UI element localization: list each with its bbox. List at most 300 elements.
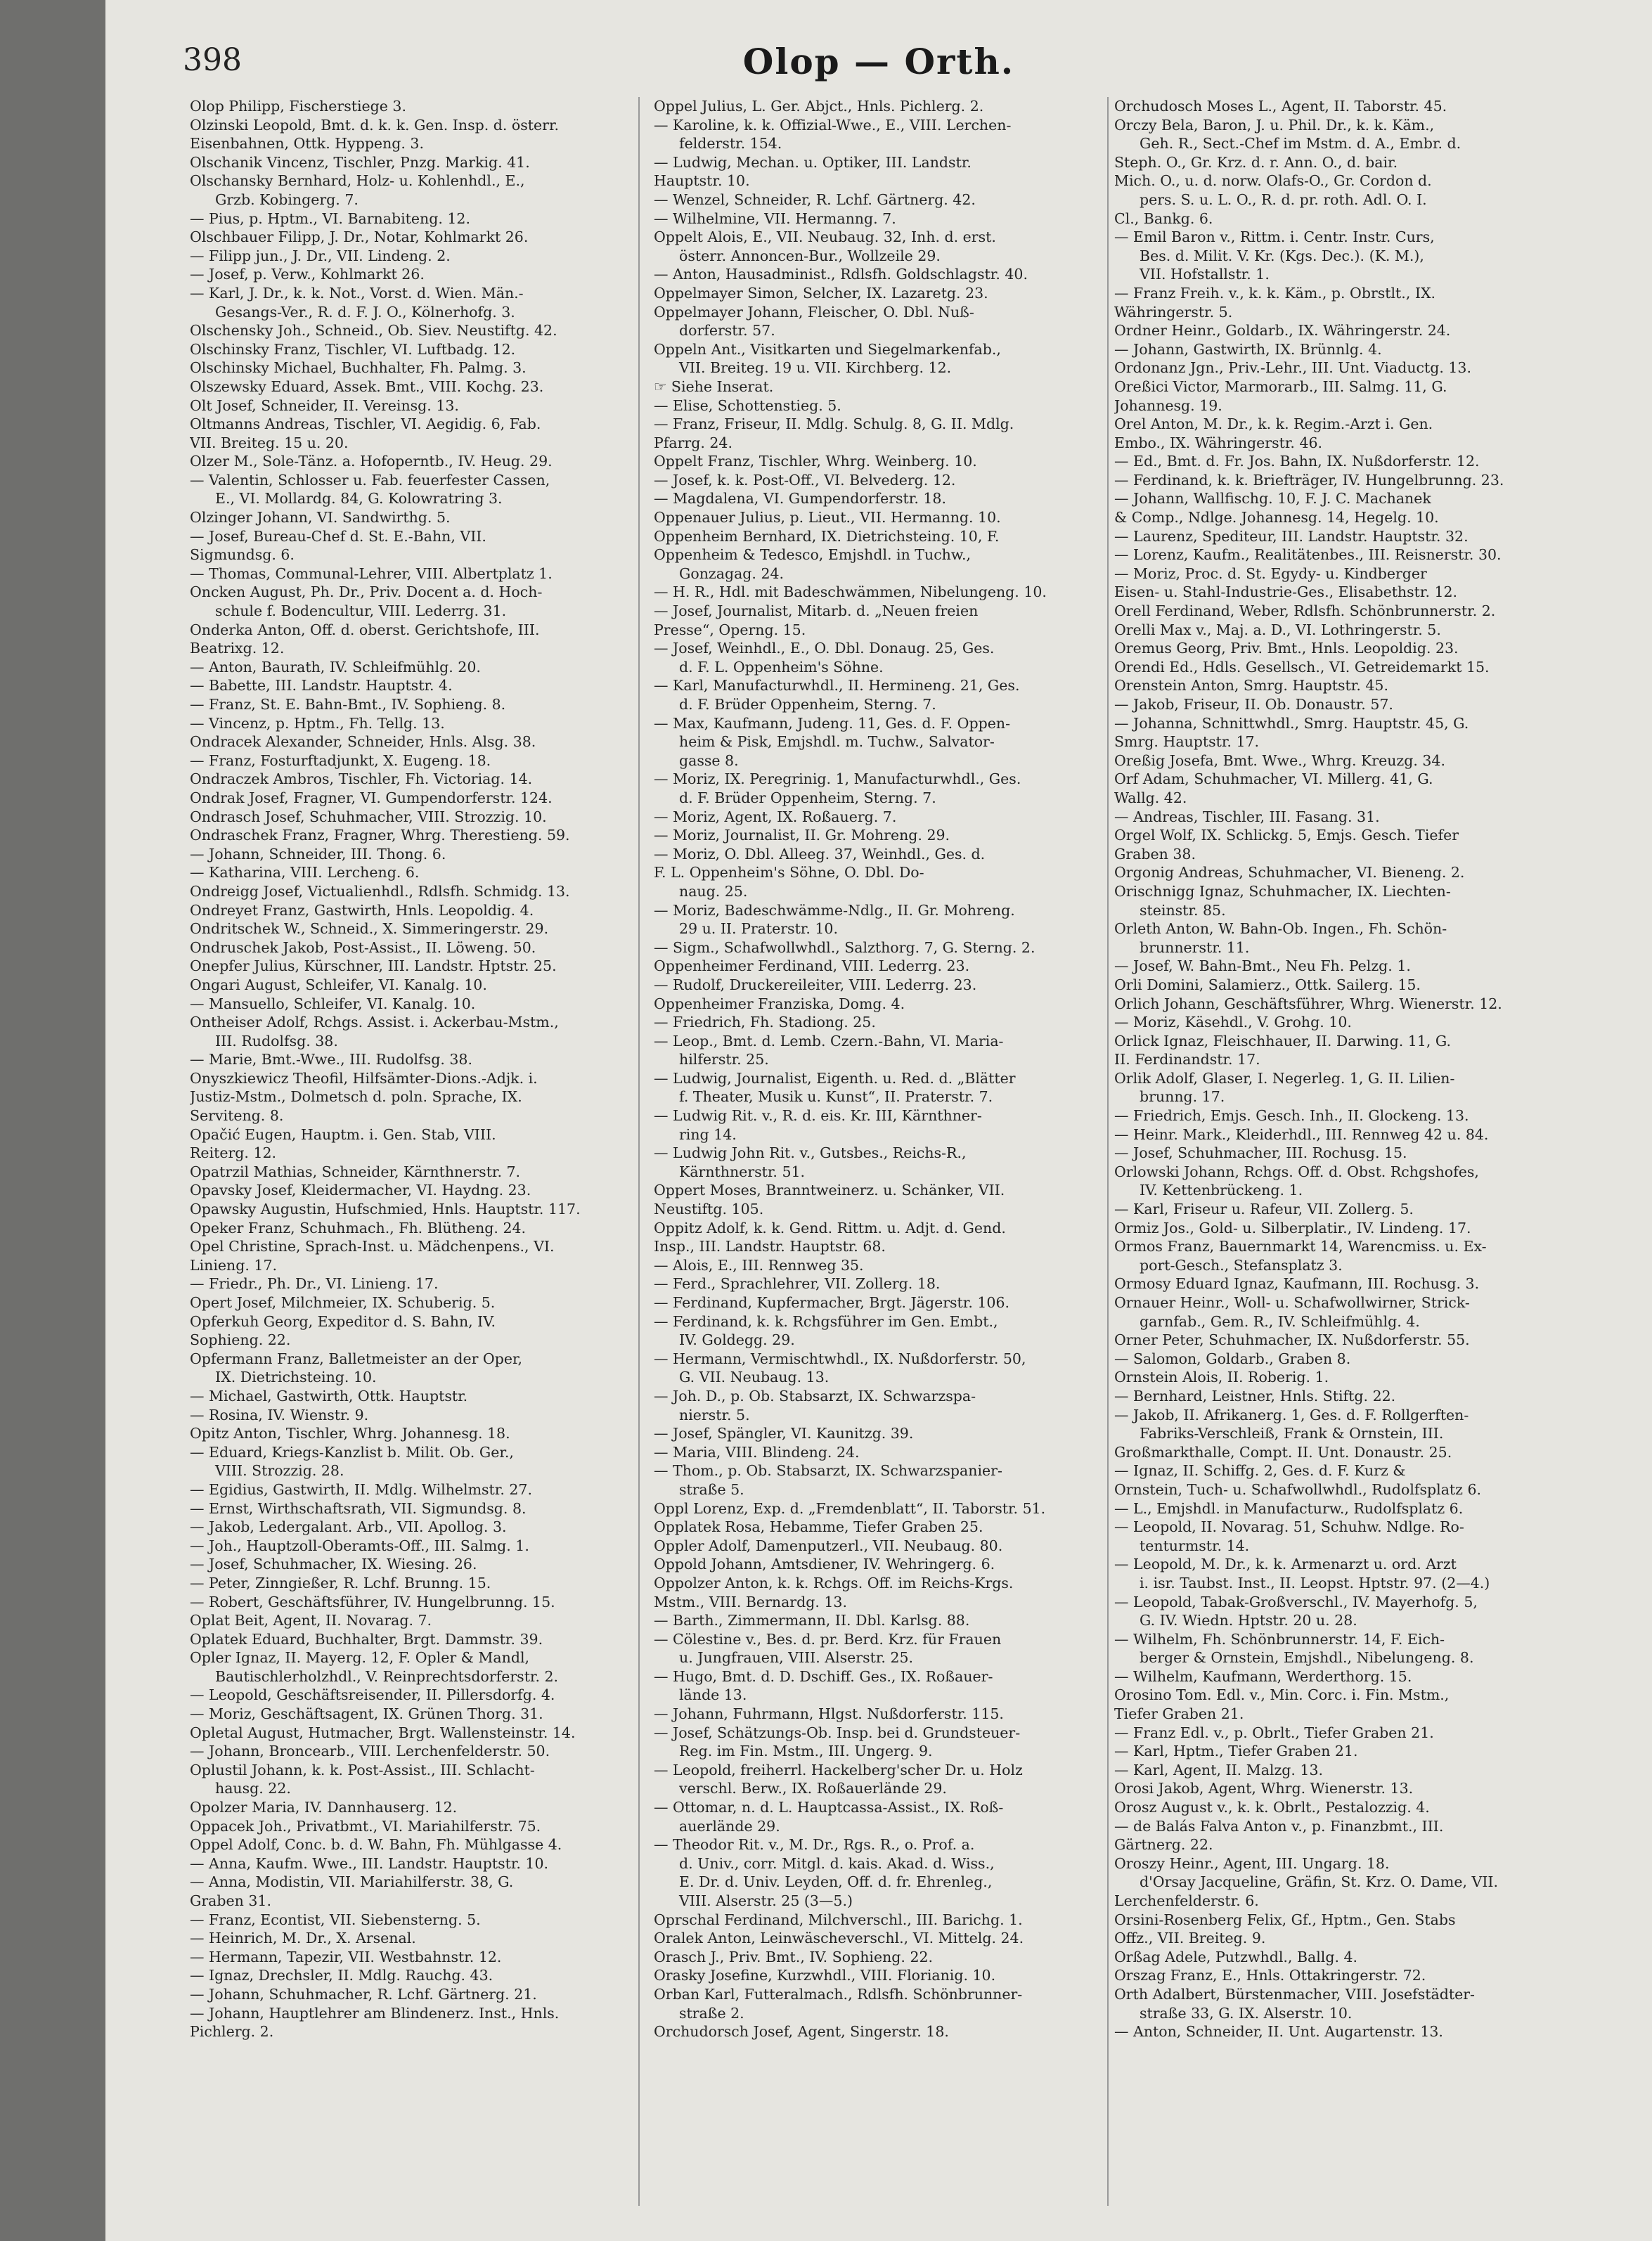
directory-entry-line: Gärtnerg. 22.: [1114, 1836, 1213, 1854]
directory-entry-line: — Moriz, O. Dbl. Alleeg. 37, Weinhdl., Ges. d.: [654, 845, 986, 863]
directory-entry-line: d. F. Brüder Oppenheim, Sterng. 7.: [679, 789, 936, 806]
directory-entry-line: u. Jungfrauen, VIII. Alserstr. 25.: [679, 1649, 914, 1667]
directory-entry-line: Ornstein Alois, II. Roberig. 1.: [1114, 1369, 1329, 1386]
directory-entry-line: — Marie, Bmt.-Wwe., III. Rudolfsg. 38.: [190, 1051, 472, 1068]
directory-entry-line: Ondritschek W., Schneid., X. Simmeringerstr. 29.: [190, 920, 549, 938]
directory-entry-line: Opitz Anton, Tischler, Whrg. Johannesg. 18.: [190, 1425, 510, 1442]
directory-entry-line: straße 33, G. IX. Alserstr. 10.: [1140, 2004, 1353, 2022]
directory-entry-line: — Josef, p. Verw., Kohlmarkt 26.: [190, 266, 425, 283]
directory-entry-line: Oppelt Franz, Tischler, Whrg. Weinberg. 10.: [654, 453, 977, 470]
directory-entry-line: Cl., Bankg. 6.: [1114, 209, 1213, 227]
directory-entry-line: — Hugo, Bmt. d. D. Dschiff. Ges., IX. Roßauer-: [654, 1667, 993, 1685]
directory-entry-line: — Moriz, Proc. d. St. Egydy- u. Kindberger: [1114, 564, 1427, 582]
directory-entry-line: — Filipp jun., J. Dr., VII. Lindeng. 2.: [190, 247, 451, 264]
directory-entry-line: Oplatek Eduard, Buchhalter, Brgt. Dammstr. 39.: [190, 1630, 543, 1648]
directory-entry-line: Eisenbahnen, Ottk. Hyppeng. 3.: [190, 135, 424, 153]
directory-entry-line: — Karl, Manufacturwhdl., II. Hermineng. 21, Ges.: [654, 677, 1020, 695]
directory-entry-line: Opolzer Maria, IV. Dannhauserg. 12.: [190, 1799, 458, 1816]
directory-entry-line: — Salomon, Goldarb., Graben 8.: [1114, 1350, 1351, 1367]
directory-entry-line: schule f. Bodencultur, VIII. Lederrg. 31.: [215, 602, 507, 620]
column-3: [1114, 97, 1564, 2220]
directory-entry-line: — Karl, J. Dr., k. k. Not., Vorst. d. Wien. Män.-: [190, 284, 524, 302]
directory-entry-line: Oremus Georg, Priv. Bmt., Hnls. Leopoldig. 23.: [1114, 640, 1459, 657]
directory-entry-line: Oppenheim Bernhard, IX. Dietrichsteing. 10, F.: [654, 527, 1000, 545]
directory-entry-line: Orasky Josefine, Kurzwhdl., VIII. Florianig. 10.: [654, 1967, 996, 1984]
directory-entry-line: Ormos Franz, Bauernmarkt 14, Warencmiss. u. Ex-: [1114, 1238, 1487, 1255]
directory-entry-line: Embo., IX. Währingerstr. 46.: [1114, 434, 1323, 451]
directory-entry-line: — Joh. D., p. Ob. Stabsarzt, IX. Schwarzspa-: [654, 1387, 976, 1404]
directory-entry-line: — Friedrich, Emjs. Gesch. Inh., II. Glockeng. 13.: [1114, 1107, 1469, 1125]
directory-entry-line: — Michael, Gastwirth, Ottk. Hauptstr.: [190, 1387, 468, 1404]
directory-entry-line: — Friedr., Ph. Dr., VI. Linieng. 17.: [190, 1275, 439, 1293]
directory-entry-line: Steph. O., Gr. Krz. d. r. Ann. O., d. bair.: [1114, 153, 1398, 171]
directory-entry-line: Oplat Beit, Agent, II. Novarag. 7.: [190, 1612, 432, 1629]
directory-entry-line: — L., Emjshdl. in Manufacturw., Rudolfsplatz 6.: [1114, 1499, 1464, 1517]
directory-entry-line: — Josef, Schuhmacher, III. Rochusg. 15.: [1114, 1144, 1407, 1162]
directory-entry-line: — Anton, Schneider, II. Unt. Augartenstr. 13.: [1114, 2023, 1443, 2041]
directory-entry-line: Orel Anton, M. Dr., k. k. Regim.-Arzt i. Gen.: [1114, 415, 1433, 433]
directory-entry-line: — Wilhelm, Kaufmann, Werderthorg. 15.: [1114, 1667, 1412, 1685]
directory-entry-line: — Leopold, II. Novarag. 51, Schuhw. Ndlge. Ro-: [1114, 1518, 1464, 1536]
directory-entry-line: Orszag Franz, E., Hnls. Ottakringerstr. 72.: [1114, 1967, 1426, 1984]
directory-entry-line: österr. Annoncen-Bur., Wollzeile 29.: [679, 247, 941, 264]
directory-entry-line: Ondruschek Jakob, Post-Assist., II. Löweng. 50.: [190, 938, 536, 956]
directory-entry-line: — Robert, Geschäftsführer, IV. Hungelbrunng. 15.: [190, 1593, 555, 1610]
directory-entry-line: — Theodor Rit. v., M. Dr., Rgs. R., o. Prof. a.: [654, 1836, 975, 1854]
directory-entry-line: Orchudosch Moses L., Agent, II. Taborstr. 45.: [1114, 98, 1447, 115]
directory-entry-line: Orsini-Rosenberg Felix, Gf., Hptm., Gen. Stabs: [1114, 1911, 1456, 1928]
directory-entry-line: Justiz-Mstm., Dolmetsch d. poln. Sprache, IX.: [190, 1088, 522, 1106]
directory-entry-line: Olzinger Johann, VI. Sandwirthg. 5.: [190, 509, 451, 527]
directory-entry-line: Orgel Wolf, IX. Schlickg. 5, Emjs. Gesch. Tiefer: [1114, 827, 1459, 844]
directory-entry-line: Oppenheim & Tedesco, Emjshdl. in Tuchw.,: [654, 546, 972, 564]
directory-entry-line: Orßag Adele, Putzwhdl., Ballg. 4.: [1114, 1948, 1358, 1965]
directory-entry-line: E., VI. Mollardg. 84, G. Kolowratring 3.: [215, 490, 503, 508]
directory-entry-line: Oppelmayer Simon, Selcher, IX. Lazaretg. 23.: [654, 284, 988, 302]
directory-entry-line: Opert Josef, Milchmeier, IX. Schuberig. 5.: [190, 1294, 496, 1311]
directory-entry-line: Geh. R., Sect.-Chef im Mstm. d. A., Embr. d.: [1140, 135, 1461, 153]
directory-entry-line: ☞ Siehe Inserat.: [654, 377, 774, 395]
directory-entry-line: Olschinsky Michael, Buchhalter, Fh. Palmg. 3.: [190, 359, 527, 377]
directory-entry-line: Opawsky Augustin, Hufschmied, Hnls. Hauptstr. 117.: [190, 1201, 581, 1218]
directory-entry-line: — Franz Freih. v., k. k. Käm., p. Obrstlt., IX.: [1114, 284, 1436, 302]
directory-entry-line: Opplatek Rosa, Hebamme, Tiefer Graben 25.: [654, 1518, 983, 1536]
directory-entry-line: — Wilhelmine, VII. Hermanng. 7.: [654, 209, 896, 227]
directory-entry-line: — Ludwig, Mechan. u. Optiker, III. Landstr.: [654, 153, 972, 171]
directory-entry-line: Oprschal Ferdinand, Milchverschl., III. Barichg. 1.: [654, 1911, 1023, 1928]
directory-entry-line: Oppenheimer Ferdinand, VIII. Lederrg. 23.: [654, 957, 970, 975]
directory-entry-line: — Josef, Schuhmacher, IX. Wiesing. 26.: [190, 1556, 477, 1573]
directory-entry-line: steinstr. 85.: [1140, 901, 1226, 919]
directory-entry-line: felderstr. 154.: [679, 135, 782, 153]
directory-entry-line: Orlowski Johann, Rchgs. Off. d. Obst. Rchgshofes,: [1114, 1163, 1479, 1180]
page-number: 398: [183, 42, 242, 78]
directory-entry-line: Pichlerg. 2.: [190, 2023, 274, 2041]
directory-entry-line: Sigmundsg. 6.: [190, 546, 295, 564]
directory-entry-line: — Moriz, Geschäftsagent, IX. Grünen Thorg. 31.: [190, 1705, 543, 1723]
directory-entry-line: Grzb. Kobingerg. 7.: [215, 190, 359, 208]
directory-entry-line: heim & Pisk, Emjshdl. m. Tuchw., Salvator-: [679, 733, 995, 751]
directory-entry-line: — Moriz, Badeschwämme-Ndlg., II. Gr. Mohreng.: [654, 901, 1015, 919]
directory-entry-line: nierstr. 5.: [679, 1406, 750, 1423]
directory-entry-line: — Max, Kaufmann, Judeng. 11, Ges. d. F. Oppen-: [654, 714, 1010, 732]
directory-entry-line: & Comp., Ndlge. Johannesg. 14, Hegelg. 10.: [1114, 509, 1439, 527]
directory-entry-line: — Franz Edl. v., p. Obrlt., Tiefer Graben 21.: [1114, 1724, 1434, 1741]
directory-entry-line: Linieng. 17.: [190, 1256, 278, 1274]
directory-entry-line: Mstm., VIII. Bernardg. 13.: [654, 1593, 847, 1610]
directory-entry-line: Oppelmayer Johann, Fleischer, O. Dbl. Nuß-: [654, 303, 974, 321]
directory-entry-line: — Franz, Friseur, II. Mdlg. Schulg. 8, G. II. Mdlg.: [654, 415, 1014, 433]
directory-entry-line: IX. Dietrichsteing. 10.: [215, 1369, 377, 1386]
directory-entry-line: — Eduard, Kriegs-Kanzlist b. Milit. Ob. Ger.,: [190, 1443, 514, 1461]
directory-entry-line: — Jakob, Friseur, II. Ob. Donaustr. 57.: [1114, 696, 1393, 713]
directory-entry-line: Oppler Adolf, Damenputzerl., VII. Neubaug. 80.: [654, 1537, 1003, 1554]
directory-entry-line: Bautischlerholzhdl., V. Reinprechtsdorferstr. 2.: [215, 1667, 559, 1685]
directory-entry-line: Onderka Anton, Off. d. oberst. Gerichtshofe, III.: [190, 621, 540, 638]
directory-entry-line: — Franz, Econtist, VII. Siebensterng. 5.: [190, 1911, 481, 1928]
directory-entry-line: Olschanik Vincenz, Tischler, Pnzg. Markig. 41.: [190, 153, 530, 171]
directory-entry-line: Opfermann Franz, Balletmeister an der Oper,: [190, 1350, 523, 1367]
directory-entry-line: Ondracek Alexander, Schneider, Hnls. Alsg. 38.: [190, 733, 536, 751]
directory-entry-line: Orlich Johann, Geschäftsführer, Whrg. Wienerstr. 12.: [1114, 995, 1502, 1012]
directory-columns: [190, 97, 1564, 2220]
directory-entry-line: — Heinr. Mark., Kleiderhdl., III. Rennweg 42 u. 84.: [1114, 1125, 1489, 1143]
directory-entry-line: — Karl, Friseur u. Rafeur, VII. Zollerg. 5.: [1114, 1201, 1414, 1218]
directory-entry-line: Opler Ignaz, II. Mayerg. 12, F. Opler & Mandl,: [190, 1649, 530, 1667]
directory-entry-line: straße 2.: [679, 2004, 744, 2022]
directory-entry-line: Ondrasch Josef, Schuhmacher, VIII. Strozzig. 10.: [190, 808, 547, 825]
directory-entry-line: — Karl, Hptm., Tiefer Graben 21.: [1114, 1743, 1358, 1760]
directory-entry-line: Ondraschek Franz, Fragner, Whrg. Therestieng. 59.: [190, 827, 570, 844]
directory-entry-line: — Ferdinand, k. k. Rchgsführer im Gen. Embt.,: [654, 1312, 998, 1330]
directory-entry-line: Oppenauer Julius, p. Lieut., VII. Hermanng. 10.: [654, 509, 1001, 527]
directory-entry-line: d. F. L. Oppenheim's Söhne.: [679, 658, 884, 676]
directory-entry-line: Währingerstr. 5.: [1114, 303, 1233, 321]
directory-entry-line: hausg. 22.: [215, 1780, 291, 1797]
directory-entry-line: Orczy Bela, Baron, J. u. Phil. Dr., k. k. Käm.,: [1114, 116, 1435, 134]
directory-entry-line: Oppl Lorenz, Exp. d. „Fremdenblatt“, II. Taborstr. 51.: [654, 1499, 1046, 1517]
directory-entry-line: — Heinrich, M. Dr., X. Arsenal.: [190, 1930, 416, 1947]
directory-entry-line: VII. Breiteg. 15 u. 20.: [190, 434, 349, 451]
directory-entry-line: Oncken August, Ph. Dr., Priv. Docent a. d. Hoch-: [190, 583, 543, 601]
directory-entry-line: — Josef, Spängler, VI. Kaunitzg. 39.: [654, 1425, 914, 1442]
directory-entry-line: straße 5.: [679, 1480, 744, 1498]
directory-entry-line: Smrg. Hauptstr. 17.: [1114, 733, 1260, 751]
directory-entry-line: Opel Christine, Sprach-Inst. u. Mädchenpens., VI.: [190, 1238, 555, 1255]
directory-entry-line: — Lorenz, Kaufm., Realitätenbes., III. Reisnerstr. 30.: [1114, 546, 1502, 564]
column-2: [654, 97, 1104, 2220]
directory-entry-line: Oltmanns Andreas, Tischler, VI. Aegidig. 6, Fab.: [190, 415, 541, 433]
directory-entry-line: — Ignaz, Drechsler, II. Mdlg. Rauchg. 43.: [190, 1967, 493, 1984]
directory-entry-line: Olschbauer Filipp, J. Dr., Notar, Kohlmarkt 26.: [190, 228, 529, 246]
directory-entry-line: Ondreigg Josef, Victualienhdl., Rdlsfh. Schmidg. 13.: [190, 882, 570, 900]
directory-entry-line: VIII. Alserstr. 25 (3—5.): [679, 1892, 853, 1909]
directory-entry-line: — Anna, Kaufm. Wwe., III. Landstr. Hauptstr. 10.: [190, 1854, 549, 1872]
directory-entry-line: — Johann, Broncearb., VIII. Lerchenfelderstr. 50.: [190, 1743, 550, 1760]
directory-entry-line: — Ignaz, II. Schiffg. 2, Ges. d. F. Kurz &: [1114, 1462, 1406, 1480]
directory-entry-line: — Ferd., Sprachlehrer, VII. Zollerg. 18.: [654, 1275, 941, 1293]
directory-entry-line: — Rosina, IV. Wienstr. 9.: [190, 1406, 369, 1423]
directory-entry-line: II. Ferdinandstr. 17.: [1114, 1051, 1260, 1068]
directory-entry-line: brunng. 17.: [1140, 1088, 1225, 1106]
directory-entry-line: Oppitz Adolf, k. k. Gend. Rittm. u. Adjt. d. Gend.: [654, 1219, 1006, 1236]
directory-entry-line: — Hermann, Vermischtwhdl., IX. Nußdorferstr. 50,: [654, 1350, 1026, 1367]
directory-entry-line: — Josef, k. k. Post-Off., VI. Belvederg. 12.: [654, 471, 956, 489]
directory-entry-line: — Leop., Bmt. d. Lemb. Czern.-Bahn, VI. Maria-: [654, 1032, 1004, 1050]
directory-entry-line: — Wilhelm, Fh. Schönbrunnerstr. 14, F. Eich-: [1114, 1630, 1445, 1648]
directory-entry-line: auerlände 29.: [679, 1817, 780, 1835]
directory-entry-line: — Karl, Agent, II. Malzg. 13.: [1114, 1761, 1324, 1778]
column-1: [190, 97, 640, 2220]
directory-entry-line: Presse“, Operng. 15.: [654, 621, 806, 638]
directory-entry-line: — Ernst, Wirthschaftsrath, VII. Sigmundsg. 8.: [190, 1499, 527, 1517]
directory-entry-line: Orf Adam, Schuhmacher, VI. Millerg. 41, G.: [1114, 770, 1433, 788]
directory-entry-line: — Barth., Zimmermann, II. Dbl. Karlsg. 88.: [654, 1612, 970, 1629]
directory-entry-line: Lerchenfelderstr. 6.: [1114, 1892, 1259, 1909]
directory-entry-line: — H. R., Hdl. mit Badeschwämmen, Nibelungeng. 10.: [654, 583, 1047, 601]
directory-entry-line: Offz., VII. Breiteg. 9.: [1114, 1930, 1266, 1947]
directory-entry-line: Ondrak Josef, Fragner, VI. Gumpendorferstr. 124.: [190, 789, 553, 806]
directory-entry-line: VII. Breiteg. 19 u. VII. Kirchberg. 12.: [679, 359, 952, 377]
directory-entry-line: Orosz August v., k. k. Obrlt., Pestalozzig. 4.: [1114, 1799, 1430, 1816]
directory-entry-line: VIII. Strozzig. 28.: [215, 1462, 344, 1480]
directory-entry-line: — Mansuello, Schleifer, VI. Kanalg. 10.: [190, 995, 476, 1012]
directory-entry-line: gasse 8.: [679, 751, 739, 769]
directory-entry-line: — Babette, III. Landstr. Hauptstr. 4.: [190, 677, 453, 695]
directory-entry-line: — Wenzel, Schneider, R. Lchf. Gärtnerg. 42.: [654, 190, 976, 208]
directory-entry-line: Tiefer Graben 21.: [1114, 1705, 1244, 1723]
directory-entry-line: — Johann, Hauptlehrer am Blindenerz. Inst., Hnls.: [190, 2004, 560, 2022]
directory-entry-line: Oppold Johann, Amtsdiener, IV. Wehringerg. 6.: [654, 1556, 995, 1573]
directory-entry-line: Orosi Jakob, Agent, Whrg. Wienerstr. 13.: [1114, 1780, 1414, 1797]
directory-entry-line: Oppel Julius, L. Ger. Abjct., Hnls. Pichlerg. 2.: [654, 98, 984, 115]
directory-entry-line: IV. Kettenbrückeng. 1.: [1140, 1182, 1303, 1199]
directory-entry-line: Oppert Moses, Branntweinerz. u. Schänker, VII.: [654, 1182, 1005, 1199]
directory-entry-line: Olzinski Leopold, Bmt. d. k. k. Gen. Insp. d. österr.: [190, 116, 560, 134]
directory-entry-line: Olt Josef, Schneider, II. Vereinsg. 13.: [190, 396, 459, 414]
directory-entry-line: Orchudorsch Josef, Agent, Singerstr. 18.: [654, 2023, 949, 2041]
directory-entry-line: Oreßig Josefa, Bmt. Wwe., Whrg. Kreuzg. 34.: [1114, 751, 1445, 769]
directory-entry-line: Orlick Ignaz, Fleischhauer, II. Darwing. 11, G.: [1114, 1032, 1452, 1050]
directory-entry-line: Orell Ferdinand, Weber, Rdlsfh. Schönbrunnerstr. 2.: [1114, 602, 1496, 620]
directory-entry-line: — Anton, Hausadminist., Rdlsfh. Goldschlagstr. 40.: [654, 266, 1028, 283]
directory-entry-line: Orlik Adolf, Glaser, I. Negerleg. 1, G. II. Lilien-: [1114, 1069, 1455, 1087]
directory-entry-line: Olschansky Bernhard, Holz- u. Kohlenhdl., E.,: [190, 172, 525, 190]
directory-entry-line: — Johann, Gastwirth, IX. Brünnlg. 4.: [1114, 340, 1382, 358]
directory-entry-line: G. VII. Neubaug. 13.: [679, 1369, 830, 1386]
directory-entry-line: Orelli Max v., Maj. a. D., VI. Lothringerstr. 5.: [1114, 621, 1441, 638]
directory-entry-line: berger & Ornstein, Emjshdl., Nibelungeng. 8.: [1140, 1649, 1474, 1667]
directory-entry-line: Orban Karl, Futteralmach., Rdlsfh. Schönbrunner-: [654, 1985, 1023, 2003]
directory-entry-line: Graben 31.: [190, 1892, 271, 1909]
directory-entry-line: — Ferdinand, Kupfermacher, Brgt. Jägerstr. 106.: [654, 1294, 1010, 1311]
directory-entry-line: Oreßici Victor, Marmorarb., III. Salmg. 11, G.: [1114, 377, 1447, 395]
scan-gutter: [0, 0, 105, 2241]
directory-entry-line: Olop Philipp, Fischerstiege 3.: [190, 98, 406, 115]
directory-entry-line: Orischnigg Ignaz, Schuhmacher, IX. Liechten-: [1114, 882, 1451, 900]
directory-entry-line: — Vincenz, p. Hptm., Fh. Tellg. 13.: [190, 714, 445, 732]
directory-entry-line: Eisen- u. Stahl-Industrie-Ges., Elisabethstr. 12.: [1114, 583, 1458, 601]
directory-entry-line: IV. Goldegg. 29.: [679, 1331, 795, 1349]
directory-entry-line: Orth Adalbert, Bürstenmacher, VIII. Josefstädter-: [1114, 1985, 1475, 2003]
directory-entry-line: Opačić Eugen, Hauptm. i. Gen. Stab, VIII.: [190, 1125, 496, 1143]
directory-entry-line: — Johann, Fuhrmann, Hlgst. Nußdorferstr. 115.: [654, 1705, 1004, 1723]
directory-entry-line: Ontheiser Adolf, Rchgs. Assist. i. Ackerbau-Mstm.,: [190, 1014, 559, 1031]
directory-entry-line: Oppel Adolf, Conc. b. d. W. Bahn, Fh. Mühlgasse 4.: [190, 1836, 562, 1854]
directory-entry-line: — Katharina, VIII. Lercheng. 6.: [190, 864, 420, 881]
directory-entry-line: Opletal August, Hutmacher, Brgt. Wallensteinstr. 14.: [190, 1724, 576, 1741]
directory-entry-line: — Johann, Schneider, III. Thong. 6.: [190, 845, 446, 863]
directory-entry-line: — Egidius, Gastwirth, II. Mdlg. Wilhelmstr. 27.: [190, 1480, 532, 1498]
directory-entry-line: — Thomas, Communal-Lehrer, VIII. Albertplatz 1.: [190, 564, 553, 582]
page-header: [105, 35, 1652, 91]
directory-entry-line: Mich. O., u. d. norw. Olafs-O., Gr. Cordon d.: [1114, 172, 1432, 190]
directory-entry-line: Olzer M., Sole-Tänz. a. Hofoperntb., IV. Heug. 29.: [190, 453, 553, 470]
directory-entry-line: hilferstr. 25.: [679, 1051, 769, 1068]
directory-entry-line: — Hermann, Tapezir, VII. Westbahnstr. 12.: [190, 1948, 502, 1965]
directory-entry-line: — Ed., Bmt. d. Fr. Jos. Bahn, IX. Nußdorferstr. 12.: [1114, 453, 1480, 470]
directory-entry-line: — Josef, Weinhdl., E., O. Dbl. Donaug. 25, Ges.: [654, 640, 995, 657]
directory-entry-line: — Franz, Fosturftadjunkt, X. Eugeng. 18.: [190, 751, 491, 769]
directory-entry-line: Ordonanz Jgn., Priv.-Lehr., III. Unt. Viaductg. 13.: [1114, 359, 1471, 377]
directory-entry-line: — Anton, Baurath, IV. Schleifmühlg. 20.: [190, 658, 481, 676]
directory-entry-line: — Ferdinand, k. k. Briefträger, IV. Hungelbrunng. 23.: [1114, 471, 1504, 489]
directory-entry-line: Großmarkthalle, Compt. II. Unt. Donaustr. 25.: [1114, 1443, 1452, 1461]
directory-entry-line: Pfarrg. 24.: [654, 434, 733, 451]
directory-entry-line: tenturmstr. 14.: [1140, 1537, 1250, 1554]
directory-entry-line: ring 14.: [679, 1125, 737, 1143]
directory-entry-line: — Josef, Schätzungs-Ob. Insp. bei d. Grundsteuer-: [654, 1724, 1021, 1741]
directory-entry-line: — Josef, Bureau-Chef d. St. E.-Bahn, VII.: [190, 527, 486, 545]
directory-entry-line: — Maria, VIII. Blindeng. 24.: [654, 1443, 860, 1461]
directory-entry-line: — Peter, Zinngießer, R. Lchf. Brunng. 15.: [190, 1574, 491, 1591]
directory-entry-line: verschl. Berw., IX. Roßauerlände 29.: [679, 1780, 947, 1797]
directory-entry-line: — Ludwig Rit. v., R. d. eis. Kr. III, Kärnthner-: [654, 1107, 982, 1125]
directory-entry-line: Olschinsky Franz, Tischler, VI. Luftbadg. 12.: [190, 340, 516, 358]
directory-entry-line: — Johanna, Schnittwhdl., Smrg. Hauptstr. 45, G.: [1114, 714, 1469, 732]
directory-entry-line: Johannesg. 19.: [1114, 396, 1222, 414]
directory-entry-line: dorferstr. 57.: [679, 322, 775, 340]
directory-entry-line: — Leopold, freiherrl. Hackelberg'scher Dr. u. Holz: [654, 1761, 1023, 1778]
directory-entry-line: Olszewsky Eduard, Assek. Bmt., VIII. Kochg. 23.: [190, 377, 544, 395]
directory-entry-line: Kärnthnerstr. 51.: [679, 1163, 806, 1180]
directory-entry-line: brunnerstr. 11.: [1140, 938, 1250, 956]
directory-entry-line: — Johann, Wallfischg. 10, F. J. C. Machanek: [1114, 490, 1431, 508]
directory-entry-line: — Johann, Schuhmacher, R. Lchf. Gärtnerg. 21.: [190, 1985, 537, 2003]
directory-entry-line: Serviteng. 8.: [190, 1107, 284, 1125]
directory-entry-line: naug. 25.: [679, 882, 748, 900]
directory-entry-line: G. IV. Wiedn. Hptstr. 20 u. 28.: [1140, 1612, 1357, 1629]
directory-entry-line: Orosino Tom. Edl. v., Min. Corc. i. Fin. Mstm.,: [1114, 1686, 1450, 1704]
directory-entry-line: Ondraczek Ambros, Tischler, Fh. Victoriag. 14.: [190, 770, 533, 788]
directory-entry-line: Ongari August, Schleifer, VI. Kanalg. 10.: [190, 976, 487, 993]
directory-entry-line: Opferkuh Georg, Expeditor d. S. Bahn, IV.: [190, 1312, 496, 1330]
directory-entry-line: Onyszkiewicz Theofil, Hilfsämter-Dions.-Adjk. i.: [190, 1069, 538, 1087]
directory-entry-line: d. Univ., corr. Mitgl. d. kais. Akad. d. Wiss.,: [679, 1854, 995, 1872]
directory-entry-line: Oppelt Alois, E., VII. Neubaug. 32, Inh. d. erst.: [654, 228, 996, 246]
directory-entry-line: garnfab., Gem. R., IV. Schleifmühlg. 4.: [1140, 1312, 1420, 1330]
directory-entry-line: — Joh., Hauptzoll-Oberamts-Off., III. Salmg. 1.: [190, 1537, 529, 1554]
directory-entry-line: Wallg. 42.: [1114, 789, 1187, 806]
directory-entry-line: — Alois, E., III. Rennweg 35.: [654, 1256, 864, 1274]
directory-entry-line: Ondreyet Franz, Gastwirth, Hnls. Leopoldig. 4.: [190, 901, 534, 919]
directory-entry-line: — Jakob, Ledergalant. Arb., VII. Apollog. 3.: [190, 1518, 507, 1536]
directory-entry-line: Bes. d. Milit. V. Kr. (Kgs. Dec.). (K. M.),: [1140, 247, 1424, 264]
directory-entry-line: Onepfer Julius, Kürschner, III. Landstr. Hptstr. 25.: [190, 957, 557, 975]
directory-entry-line: d. F. Brüder Oppenheim, Sterng. 7.: [679, 696, 936, 713]
directory-entry-line: — Magdalena, VI. Gumpendorferstr. 18.: [654, 490, 946, 508]
directory-entry-line: lände 13.: [679, 1686, 747, 1704]
directory-entry-line: — Bernhard, Leistner, Hnls. Stiftg. 22.: [1114, 1387, 1396, 1404]
directory-entry-line: Ormiz Jos., Gold- u. Silberplatir., IV. Lindeng. 17.: [1114, 1219, 1471, 1236]
directory-entry-line: — Josef, W. Bahn-Bmt., Neu Fh. Pelzg. 1.: [1114, 957, 1411, 975]
directory-entry-line: Gonzagag. 24.: [679, 564, 785, 582]
directory-entry-line: Orenstein Anton, Smrg. Hauptstr. 45.: [1114, 677, 1388, 695]
directory-entry-line: — de Balás Falva Anton v., p. Finanzbmt., III.: [1114, 1817, 1444, 1835]
directory-entry-line: Ornauer Heinr., Woll- u. Schafwollwirner, Strick-: [1114, 1294, 1470, 1311]
running-head: Olop — Orth.: [742, 41, 1015, 82]
directory-entry-line: — Valentin, Schlosser u. Fab. feuerfester Cassen,: [190, 471, 550, 489]
directory-entry-line: Oppenheimer Franziska, Domg. 4.: [654, 995, 905, 1012]
directory-entry-line: Oralek Anton, Leinwäscheverschl., VI. Mittelg. 24.: [654, 1930, 1024, 1947]
directory-entry-line: — Thom., p. Ob. Stabsarzt, IX. Schwarzspanier-: [654, 1462, 1002, 1480]
directory-entry-line: — Rudolf, Druckereileiter, VIII. Lederrg. 23.: [654, 976, 977, 993]
directory-entry-line: III. Rudolfsg. 38.: [215, 1032, 338, 1050]
directory-entry-line: Hauptstr. 10.: [654, 172, 750, 190]
directory-entry-line: Oppeln Ant., Visitkarten und Siegelmarkenfab.,: [654, 340, 1001, 358]
directory-entry-line: Ornstein, Tuch- u. Schafwollwhdl., Rudolfsplatz 6.: [1114, 1480, 1482, 1498]
directory-entry-line: — Moriz, Agent, IX. Roßauerg. 7.: [654, 808, 897, 825]
directory-entry-line: — Cölestine v., Bes. d. pr. Berd. Krz. für Frauen: [654, 1630, 1002, 1648]
directory-entry-line: VII. Hofstallstr. 1.: [1140, 266, 1270, 283]
directory-entry-line: — Franz, St. E. Bahn-Bmt., IV. Sophieng. 8.: [190, 696, 506, 713]
directory-entry-line: Orner Peter, Schuhmacher, IX. Nußdorferstr. 55.: [1114, 1331, 1470, 1349]
directory-entry-line: — Jakob, II. Afrikanerg. 1, Ges. d. F. Rollgerften-: [1114, 1406, 1469, 1423]
directory-entry-line: Orendi Ed., Hdls. Gesellsch., VI. Getreidemarkt 15.: [1114, 658, 1490, 676]
directory-page: [105, 0, 1652, 2241]
directory-entry-line: — Moriz, Käsehdl., V. Grohg. 10.: [1114, 1014, 1352, 1031]
directory-entry-line: Fabriks-Verschleiß, Frank & Ornstein, III.: [1140, 1425, 1444, 1442]
directory-entry-line: — Ottomar, n. d. L. Hauptcassa-Assist., IX. Roß-: [654, 1799, 1004, 1816]
directory-entry-line: — Emil Baron v., Rittm. i. Centr. Instr. Curs,: [1114, 228, 1435, 246]
directory-entry-line: E. Dr. d. Univ. Leyden, Off. d. fr. Ehrenleg.,: [679, 1873, 993, 1891]
directory-entry-line: Opatrzil Mathias, Schneider, Kärnthnerstr. 7.: [190, 1163, 521, 1180]
directory-entry-line: Oroszy Heinr., Agent, III. Ungarg. 18.: [1114, 1854, 1390, 1872]
directory-entry-line: Orleth Anton, W. Bahn-Ob. Ingen., Fh. Schön-: [1114, 920, 1447, 938]
directory-entry-line: f. Theater, Musik u. Kunst“, II. Praterstr. 7.: [679, 1088, 993, 1106]
directory-entry-line: d'Orsay Jacqueline, Gräfin, St. Krz. O. Dame, VII.: [1140, 1873, 1499, 1891]
directory-entry-line: — Ludwig, Journalist, Eigenth. u. Red. d. „Blätter: [654, 1069, 1016, 1087]
directory-entry-line: Orgonig Andreas, Schuhmacher, VI. Bieneng. 2.: [1114, 864, 1465, 881]
directory-entry-line: — Pius, p. Hptm., VI. Barnabiteng. 12.: [190, 209, 470, 227]
directory-entry-line: Sophieng. 22.: [190, 1331, 291, 1349]
directory-entry-line: Orasch J., Priv. Bmt., IV. Sophieng. 22.: [654, 1948, 934, 1965]
directory-entry-line: Opeker Franz, Schuhmach., Fh. Blütheng. 24.: [190, 1219, 527, 1236]
directory-entry-line: port-Gesch., Stefansplatz 3.: [1140, 1256, 1343, 1274]
directory-entry-line: — Friedrich, Fh. Stadiong. 25.: [654, 1014, 876, 1031]
directory-entry-line: — Karoline, k. k. Offizial-Wwe., E., VIII. Lerchen-: [654, 116, 1012, 134]
directory-entry-line: F. L. Oppenheim's Söhne, O. Dbl. Do-: [654, 864, 924, 881]
directory-entry-line: Oplustil Johann, k. k. Post-Assist., III. Schlacht-: [190, 1761, 535, 1778]
directory-entry-line: pers. S. u. L. O., R. d. pr. roth. Adl. O. I.: [1140, 190, 1427, 208]
directory-entry-line: Neustiftg. 105.: [654, 1201, 764, 1218]
directory-entry-line: Reg. im Fin. Mstm., III. Ungerg. 9.: [679, 1743, 933, 1760]
directory-entry-line: Orli Domini, Salamierz., Ottk. Sailerg. 15.: [1114, 976, 1421, 993]
directory-entry-line: Oppacek Joh., Privatbmt., VI. Mariahilferstr. 75.: [190, 1817, 541, 1835]
directory-entry-line: — Josef, Journalist, Mitarb. d. „Neuen freien: [654, 602, 979, 620]
directory-entry-line: — Sigm., Schafwollwhdl., Salzthorg. 7, G. Sterng. 2.: [654, 938, 1035, 956]
directory-entry-line: — Elise, Schottenstieg. 5.: [654, 396, 841, 414]
